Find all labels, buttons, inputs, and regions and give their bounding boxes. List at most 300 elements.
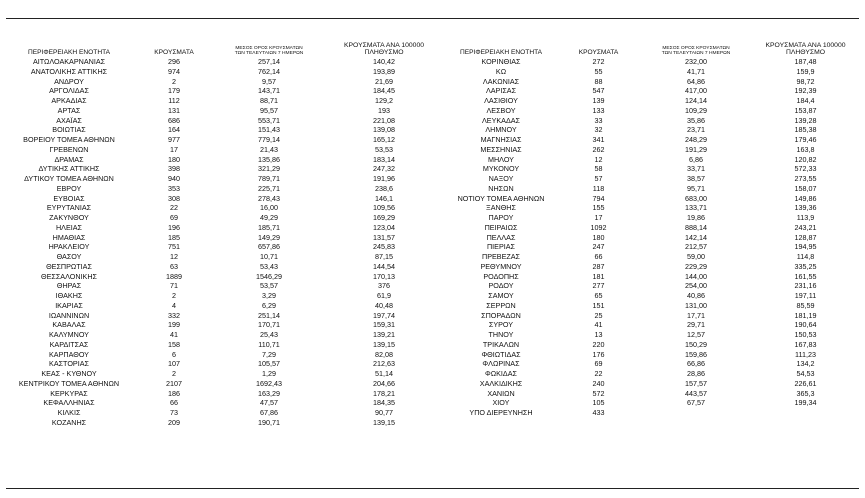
cell-cases: 247 bbox=[592, 242, 605, 252]
cell-avg: 28,86 bbox=[687, 369, 705, 378]
cell-per100k: 226,61 bbox=[794, 378, 817, 388]
cell-avg: 23,71 bbox=[687, 125, 705, 135]
cell-avg: 553,71 bbox=[258, 115, 280, 125]
cell-region: ΝΟΤΙΟΥ ΤΟΜΕΑ ΑΘΗΝΩΝ bbox=[457, 193, 545, 203]
cell-avg: 133,71 bbox=[685, 203, 707, 213]
cell-region: ΔΥΤΙΚΗΣ ΑΤΤΙΚΗΣ bbox=[38, 164, 100, 174]
cell-per100k: 163,8 bbox=[796, 144, 815, 154]
cell-region: ΧΙΟΥ bbox=[492, 398, 510, 408]
cell-avg: 229,29 bbox=[685, 261, 707, 271]
cell-region: ΦΛΩΡΙΝΑΣ bbox=[482, 359, 520, 369]
table-row bbox=[4, 223, 444, 233]
cell-per100k: 184,45 bbox=[373, 86, 395, 96]
cell-per100k: 273,55 bbox=[794, 174, 817, 183]
table-row bbox=[4, 164, 444, 174]
cell-cases: 155 bbox=[592, 203, 605, 213]
cell-cases: 22 bbox=[594, 369, 603, 378]
cell-per100k: 140,42 bbox=[373, 57, 395, 66]
cell-per100k: 159,9 bbox=[796, 66, 815, 76]
table-header bbox=[4, 40, 444, 57]
cell-avg: 35,86 bbox=[687, 115, 705, 125]
cell-avg: 143,71 bbox=[258, 86, 280, 96]
cell-cases: 180 bbox=[592, 232, 605, 242]
cell-per100k: 21,69 bbox=[375, 76, 393, 86]
cell-avg: 53,43 bbox=[260, 261, 278, 271]
cell-avg: 3,29 bbox=[262, 291, 276, 300]
cell-avg: 40,86 bbox=[687, 291, 705, 300]
table-row bbox=[446, 67, 860, 77]
cell-cases: 185 bbox=[168, 232, 180, 242]
table-row bbox=[4, 203, 444, 213]
table-row bbox=[4, 408, 444, 418]
cell-cases: 13 bbox=[594, 330, 603, 339]
cell-region: ΝΑΞΟΥ bbox=[488, 174, 514, 183]
cell-per100k: 114,8 bbox=[796, 252, 815, 261]
cell-avg: 888,14 bbox=[685, 222, 707, 232]
cell-avg: 88,71 bbox=[260, 96, 278, 105]
cell-avg: 149,29 bbox=[258, 232, 280, 242]
cell-region: ΙΚΑΡΙΑΣ bbox=[55, 300, 83, 310]
cell-per100k: 123,04 bbox=[373, 222, 395, 232]
cell-per100k: 221,08 bbox=[373, 115, 395, 125]
cell-region: ΛΑΣΙΘΙΟΥ bbox=[484, 96, 518, 105]
table-row bbox=[446, 125, 860, 135]
cell-cases: 262 bbox=[592, 144, 605, 154]
table-row bbox=[4, 57, 444, 67]
cell-per100k: 247,32 bbox=[373, 164, 395, 174]
cell-region: ΗΛΕΙΑΣ bbox=[55, 222, 83, 232]
table-row bbox=[446, 369, 860, 379]
cell-avg bbox=[641, 408, 751, 418]
table-row bbox=[446, 330, 860, 340]
cell-region: ΚΑΡΠΑΘΟΥ bbox=[49, 349, 89, 359]
cell-cases: 17 bbox=[170, 144, 178, 154]
cell-region: ΚΑΣΤΟΡΙΑΣ bbox=[49, 359, 89, 369]
table-row bbox=[4, 67, 444, 77]
header-per100k: ΚΡΟΥΣΜΑΤΑ ΑΝΑ 100000 ΠΛΗΘΥΣΜΟ bbox=[343, 42, 425, 57]
cell-per100k: 197,74 bbox=[373, 310, 395, 320]
cell-per100k: 181,19 bbox=[794, 310, 817, 320]
cell-avg: 67,57 bbox=[687, 398, 705, 408]
cell-region: ΧΑΛΚΙΔΙΚΗΣ bbox=[479, 378, 523, 388]
cell-cases: 12 bbox=[594, 154, 603, 164]
cell-region: ΜΕΣΣΗΝΙΑΣ bbox=[480, 144, 522, 154]
cell-per100k: 144,54 bbox=[373, 261, 395, 271]
cell-region: ΜΗΛΟΥ bbox=[488, 154, 514, 164]
top-rule bbox=[6, 18, 859, 19]
table-row bbox=[4, 350, 444, 360]
cell-avg: 9,57 bbox=[262, 76, 276, 86]
table-row bbox=[4, 145, 444, 155]
cell-cases: 112 bbox=[168, 96, 180, 105]
cell-per100k: 183,14 bbox=[373, 154, 395, 164]
cell-avg: 95,57 bbox=[260, 105, 278, 115]
cell-avg: 10,71 bbox=[260, 252, 278, 261]
cell-cases: 33 bbox=[594, 115, 603, 125]
cell-cases: 25 bbox=[594, 310, 603, 320]
cell-avg: 257,14 bbox=[258, 57, 280, 66]
table-row bbox=[4, 379, 444, 389]
cell-per100k: 212,63 bbox=[373, 359, 395, 369]
table-row bbox=[4, 252, 444, 262]
cell-per100k: 167,83 bbox=[794, 339, 817, 349]
cell-region: ΡΕΘΥΜΝΟΥ bbox=[480, 261, 522, 271]
cell-avg: 64,86 bbox=[687, 76, 705, 86]
cell-avg: 232,00 bbox=[685, 57, 707, 66]
table-row bbox=[446, 408, 860, 418]
table-row bbox=[446, 174, 860, 184]
table-row bbox=[446, 155, 860, 165]
cell-avg: 683,00 bbox=[685, 193, 707, 203]
cell-region: ΜΥΚΟΝΟΥ bbox=[482, 164, 520, 174]
cell-per100k: 128,87 bbox=[794, 232, 817, 242]
cell-region: ΚΙΛΚΙΣ bbox=[57, 408, 81, 417]
cell-region: ΑΙΤΩΛΟΑΚΑΡΝΑΝΙΑΣ bbox=[32, 57, 106, 66]
cell-region: ΔΡΑΜΑΣ bbox=[54, 154, 84, 164]
cell-per100k: 40,48 bbox=[375, 300, 393, 310]
table-row bbox=[446, 86, 860, 96]
cell-per100k: 185,38 bbox=[794, 125, 817, 135]
cell-per100k: 197,11 bbox=[794, 291, 817, 300]
table-row bbox=[4, 262, 444, 272]
cell-cases: 547 bbox=[592, 86, 605, 96]
cell-region: ΛΕΥΚΑΔΑΣ bbox=[481, 115, 520, 125]
cell-cases: 22 bbox=[170, 203, 178, 213]
table-row bbox=[4, 330, 444, 340]
cell-avg: 66,86 bbox=[687, 359, 705, 369]
left-table bbox=[4, 40, 444, 428]
cell-per100k: 139,15 bbox=[373, 339, 395, 349]
cell-cases: 794 bbox=[592, 193, 605, 203]
cell-cases: 341 bbox=[592, 135, 605, 144]
table-row bbox=[4, 86, 444, 96]
cell-region: ΡΟΔΟΥ bbox=[488, 281, 514, 291]
cell-region: ΚΑΒΑΛΑΣ bbox=[52, 320, 86, 330]
cell-region: ΖΑΚΥΝΘΟΥ bbox=[49, 213, 89, 222]
right-table-body bbox=[446, 57, 860, 418]
table-row bbox=[4, 233, 444, 243]
cell-region: ΙΩΑΝΝΙΝΩΝ bbox=[48, 310, 90, 320]
cell-per100k: 184,35 bbox=[373, 398, 395, 408]
cell-cases: 41 bbox=[170, 330, 178, 339]
table-row bbox=[4, 291, 444, 301]
table-row bbox=[4, 311, 444, 321]
table-row bbox=[446, 359, 860, 369]
cell-avg: 59,00 bbox=[687, 252, 705, 261]
table-row bbox=[446, 262, 860, 272]
cell-region: ΘΑΣΟΥ bbox=[56, 252, 82, 261]
cell-region: ΒΟΙΩΤΙΑΣ bbox=[52, 125, 86, 135]
cell-avg: 12,57 bbox=[687, 330, 705, 339]
cell-cases: 133 bbox=[592, 105, 605, 115]
cell-per100k: 85,59 bbox=[796, 300, 815, 310]
cell-region: ΦΩΚΙΔΑΣ bbox=[485, 369, 517, 378]
header-cases: ΚΡΟΥΣΜΑΤΑ bbox=[578, 49, 619, 57]
cell-per100k: 146,1 bbox=[375, 193, 393, 203]
cell-per100k: 190,64 bbox=[794, 320, 817, 330]
cell-cases: 58 bbox=[594, 164, 603, 174]
table-header bbox=[446, 40, 860, 57]
cell-per100k: 194,95 bbox=[794, 242, 817, 252]
cell-per100k: 159,31 bbox=[373, 320, 395, 330]
cell-avg: 157,57 bbox=[685, 378, 707, 388]
cell-cases: 974 bbox=[168, 66, 180, 76]
cell-region: ΚΩ bbox=[495, 66, 507, 76]
cell-per100k: 150,53 bbox=[794, 330, 817, 339]
cell-avg: 144,00 bbox=[685, 271, 707, 281]
cell-region: ΑΝΑΤΟΛΙΚΗΣ ΑΤΤΙΚΗΣ bbox=[30, 66, 108, 76]
cell-cases: 296 bbox=[168, 57, 180, 66]
table-row bbox=[446, 164, 860, 174]
cell-per100k: 131,57 bbox=[373, 232, 395, 242]
cell-cases: 180 bbox=[168, 154, 180, 164]
cell-cases: 2 bbox=[172, 369, 176, 378]
cell-cases: 66 bbox=[170, 398, 178, 408]
cell-per100k: 61,9 bbox=[377, 291, 391, 300]
header-avg: ΜΕΣΟΣ ΟΡΟΣ ΚΡΟΥΣΜΑΤΩΝ ΤΩΝ ΤΕΛΕΥΤΑΙΩΝ 7 ΗΜΕΡΩΝ bbox=[234, 45, 304, 57]
table-row bbox=[4, 272, 444, 282]
cell-per100k: 53,53 bbox=[375, 144, 393, 154]
cell-avg: 251,14 bbox=[258, 310, 280, 320]
cell-region: ΚΟΖΑΝΗΣ bbox=[51, 417, 87, 427]
left-table-body bbox=[4, 57, 444, 428]
cell-region: ΚΕΦΑΛΛΗΝΙΑΣ bbox=[43, 398, 95, 408]
table-row bbox=[4, 106, 444, 116]
cell-avg: 151,43 bbox=[258, 125, 280, 135]
cell-region: ΓΡΕΒΕΝΩΝ bbox=[49, 144, 89, 154]
cell-region: ΗΡΑΚΛΕΙΟΥ bbox=[48, 242, 90, 252]
cell-avg: 7,29 bbox=[262, 349, 276, 359]
cell-avg: 124,14 bbox=[685, 96, 707, 105]
cell-region: ΘΕΣΠΡΩΤΙΑΣ bbox=[46, 261, 92, 271]
cell-region: ΣΑΜΟΥ bbox=[488, 291, 514, 300]
cell-avg: 1546,29 bbox=[256, 271, 282, 281]
cell-avg: 47,57 bbox=[260, 398, 278, 408]
cell-per100k: 184,4 bbox=[796, 96, 815, 105]
cell-region: ΡΟΔΟΠΗΣ bbox=[483, 271, 519, 281]
cell-per100k: 111,23 bbox=[795, 349, 816, 359]
cell-cases: 209 bbox=[168, 417, 180, 427]
cell-region: ΛΑΚΩΝΙΑΣ bbox=[482, 76, 520, 86]
cell-cases: 433 bbox=[592, 408, 605, 417]
cell-avg: 789,71 bbox=[258, 174, 280, 183]
cell-region: ΘΗΡΑΣ bbox=[56, 281, 82, 291]
table-row bbox=[4, 213, 444, 223]
cell-avg: 67,86 bbox=[260, 408, 278, 417]
cell-region: ΚΕΑΣ - ΚΥΘΝΟΥ bbox=[41, 369, 97, 378]
table-row bbox=[4, 398, 444, 408]
cell-per100k: 376 bbox=[378, 281, 390, 291]
cell-per100k: 90,77 bbox=[375, 408, 393, 417]
cell-cases: 2 bbox=[172, 76, 176, 86]
cell-cases: 220 bbox=[592, 339, 605, 349]
cell-per100k: 149,86 bbox=[794, 193, 817, 203]
cell-avg: 190,71 bbox=[258, 417, 280, 427]
cell-cases: 1092 bbox=[590, 222, 607, 232]
table-row bbox=[4, 174, 444, 184]
cell-region: ΞΑΝΘΗΣ bbox=[486, 203, 516, 213]
cell-avg: 29,71 bbox=[687, 320, 705, 330]
cell-per100k: 139,21 bbox=[373, 330, 395, 339]
cell-avg: 212,57 bbox=[685, 242, 707, 252]
cell-cases: 977 bbox=[168, 135, 180, 144]
cell-avg: 53,57 bbox=[260, 281, 278, 291]
cell-region: ΥΠΟ ΔΙΕΡΕΥΝΗΣΗ bbox=[469, 408, 533, 417]
table-row bbox=[446, 96, 860, 106]
header-region: ΠΕΡΙΦΕΡΕΙΑΚΗ ΕΝΟΤΗΤΑ bbox=[27, 49, 111, 57]
table-row bbox=[446, 116, 860, 126]
cell-cases: 158 bbox=[168, 339, 180, 349]
cell-avg: 170,71 bbox=[258, 320, 280, 330]
cell-avg: 19,86 bbox=[687, 213, 705, 222]
table-row bbox=[446, 281, 860, 291]
table-row bbox=[4, 359, 444, 369]
cell-cases: 63 bbox=[170, 261, 178, 271]
cell-cases: 6 bbox=[172, 349, 176, 359]
cell-region: ΠΑΡΟΥ bbox=[488, 213, 514, 222]
cell-region: ΛΑΡΙΣΑΣ bbox=[485, 86, 517, 96]
cell-cases: 66 bbox=[594, 252, 603, 261]
cell-region: ΣΕΡΡΩΝ bbox=[486, 300, 516, 310]
cell-region: ΜΑΓΝΗΣΙΑΣ bbox=[480, 135, 522, 144]
cell-avg: 443,57 bbox=[685, 388, 707, 398]
cell-cases: 32 bbox=[594, 125, 603, 135]
cell-per100k: 238,6 bbox=[375, 183, 393, 193]
cell-cases: 118 bbox=[592, 183, 605, 193]
cell-cases: 164 bbox=[168, 125, 180, 135]
header-cases: ΚΡΟΥΣΜΑΤΑ bbox=[154, 49, 194, 57]
cell-region: ΣΠΟΡΑΔΩΝ bbox=[481, 310, 521, 320]
table-row bbox=[4, 389, 444, 399]
cell-per100k: 365,3 bbox=[796, 388, 815, 398]
cell-per100k: 245,83 bbox=[373, 242, 395, 252]
cell-per100k: 158,07 bbox=[794, 183, 817, 193]
bottom-rule bbox=[6, 488, 859, 489]
table-row bbox=[4, 340, 444, 350]
cell-per100k: 153,87 bbox=[794, 105, 817, 115]
table-row bbox=[446, 223, 860, 233]
cell-cases: 1889 bbox=[166, 271, 182, 281]
cell-per100k: 178,21 bbox=[373, 388, 395, 398]
cell-region: ΤΡΙΚΑΛΩΝ bbox=[482, 339, 520, 349]
cell-region: ΚΕΡΚΥΡΑΣ bbox=[50, 388, 88, 398]
cell-per100k: 572,33 bbox=[794, 164, 817, 174]
cell-avg: 17,71 bbox=[687, 310, 705, 320]
cell-avg: 762,14 bbox=[258, 66, 280, 76]
cell-per100k: 139,36 bbox=[794, 203, 817, 213]
table-row bbox=[446, 301, 860, 311]
table-row bbox=[446, 145, 860, 155]
table-row bbox=[4, 281, 444, 291]
cell-avg: 225,71 bbox=[258, 183, 280, 193]
cell-cases: 4 bbox=[172, 300, 176, 310]
cell-avg: 1,29 bbox=[262, 369, 276, 378]
cell-region: ΠΡΕΒΕΖΑΣ bbox=[482, 252, 520, 261]
cell-per100k: 134,2 bbox=[796, 359, 815, 369]
cell-per100k: 191,96 bbox=[373, 174, 395, 183]
cell-cases: 572 bbox=[592, 388, 605, 398]
cell-cases: 17 bbox=[594, 213, 603, 222]
table-row bbox=[446, 252, 860, 262]
cell-cases: 751 bbox=[168, 242, 180, 252]
cell-region: ΑΧΑΪΑΣ bbox=[56, 115, 82, 125]
cell-avg: 33,71 bbox=[687, 164, 705, 174]
cell-cases: 686 bbox=[168, 115, 180, 125]
cell-per100k: 179,46 bbox=[794, 135, 817, 144]
cell-cases: 105 bbox=[592, 398, 605, 408]
cell-per100k: 170,13 bbox=[373, 271, 395, 281]
cell-cases: 57 bbox=[594, 174, 603, 183]
cell-region: ΑΡΓΟΛΙΔΑΣ bbox=[49, 86, 89, 96]
table-row bbox=[4, 125, 444, 135]
cell-cases: 69 bbox=[170, 213, 178, 222]
table-row bbox=[446, 379, 860, 389]
cell-per100k: 204,66 bbox=[373, 378, 395, 388]
table-row bbox=[4, 96, 444, 106]
cell-cases: 139 bbox=[592, 96, 605, 105]
right-table bbox=[446, 40, 860, 418]
cell-avg: 131,00 bbox=[685, 300, 707, 310]
cell-avg: 25,43 bbox=[260, 330, 278, 339]
cell-per100k: 187,48 bbox=[794, 57, 817, 66]
cell-cases: 277 bbox=[592, 281, 605, 291]
cell-per100k bbox=[751, 408, 860, 418]
cell-per100k: 109,56 bbox=[373, 203, 395, 213]
cell-region: ΑΡΤΑΣ bbox=[57, 105, 81, 115]
table-row bbox=[4, 369, 444, 379]
cell-cases: 65 bbox=[594, 291, 603, 300]
cell-cases: 179 bbox=[168, 86, 180, 96]
cell-cases: 2107 bbox=[166, 378, 182, 388]
cell-region: ΒΟΡΕΙΟΥ ΤΟΜΕΑ ΑΘΗΝΩΝ bbox=[23, 135, 115, 144]
cell-region: ΧΑΝΙΩΝ bbox=[487, 388, 515, 398]
cell-cases: 2 bbox=[172, 291, 176, 300]
cell-cases: 69 bbox=[594, 359, 603, 369]
cell-region: ΚΟΡΙΝΘΙΑΣ bbox=[481, 57, 521, 66]
cell-region: ΠΙΕΡΙΑΣ bbox=[486, 242, 515, 252]
table-row bbox=[446, 203, 860, 213]
cell-cases: 73 bbox=[170, 408, 178, 417]
cell-per100k: 165,12 bbox=[373, 135, 395, 144]
cell-per100k: 54,53 bbox=[796, 369, 815, 378]
table-row bbox=[4, 135, 444, 145]
cell-cases: 181 bbox=[592, 271, 605, 281]
cell-avg: 135,86 bbox=[258, 154, 280, 164]
cell-cases: 107 bbox=[168, 359, 180, 369]
cell-per100k: 193,89 bbox=[373, 66, 395, 76]
cell-avg: 105,57 bbox=[258, 359, 280, 369]
cell-cases: 353 bbox=[168, 183, 180, 193]
cell-avg: 6,29 bbox=[262, 300, 276, 310]
cell-cases: 332 bbox=[168, 310, 180, 320]
cell-per100k: 231,16 bbox=[794, 281, 817, 291]
cell-region: ΠΕΛΛΑΣ bbox=[486, 232, 516, 242]
cell-avg: 254,00 bbox=[685, 281, 707, 291]
cell-region: ΚΑΡΔΙΤΣΑΣ bbox=[49, 339, 89, 349]
cell-cases: 186 bbox=[168, 388, 180, 398]
cell-region: ΚΕΝΤΡΙΚΟΥ ΤΟΜΕΑ ΑΘΗΝΩΝ bbox=[18, 378, 120, 388]
cell-avg: 185,71 bbox=[258, 222, 280, 232]
cell-avg: 417,00 bbox=[685, 86, 707, 96]
table-row bbox=[4, 116, 444, 126]
table-row bbox=[4, 184, 444, 194]
cell-cases: 272 bbox=[592, 57, 605, 66]
cell-region: ΕΥΒΟΙΑΣ bbox=[53, 193, 85, 203]
cell-cases: 196 bbox=[168, 222, 180, 232]
table-row bbox=[4, 155, 444, 165]
cell-cases: 151 bbox=[592, 300, 605, 310]
cell-avg: 163,29 bbox=[258, 388, 280, 398]
